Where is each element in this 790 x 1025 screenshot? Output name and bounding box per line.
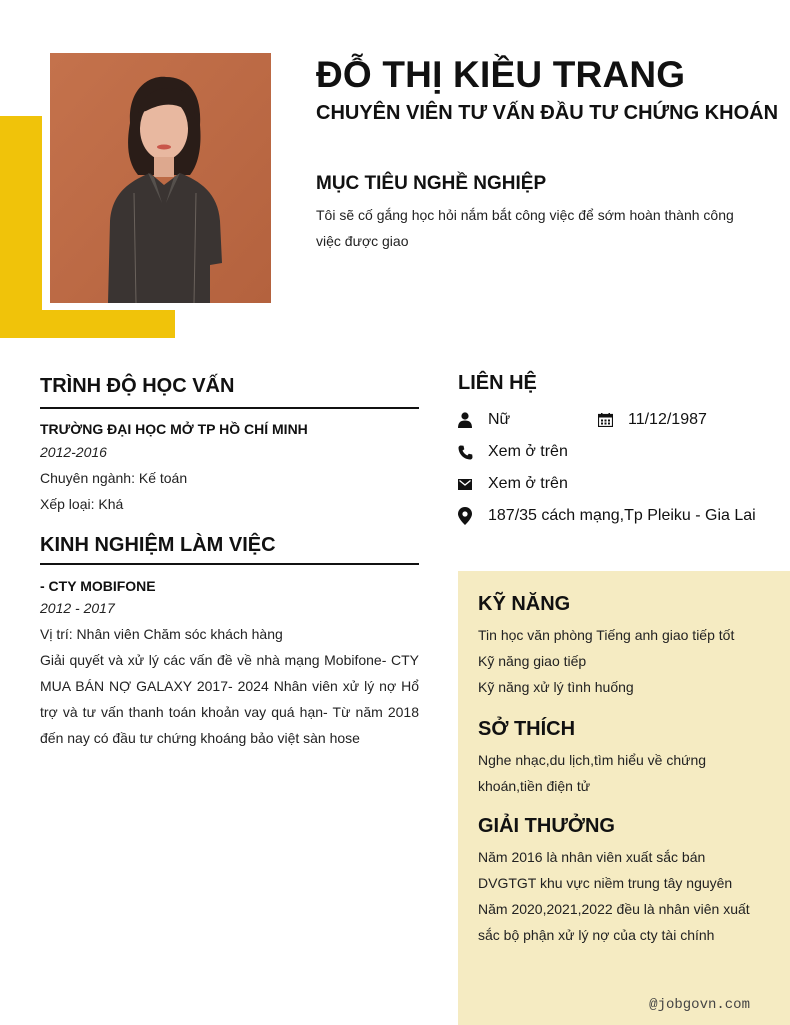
contact-dob [598,408,707,432]
objective-heading: MỤC TIÊU NGHỀ NGHIỆP [316,173,547,194]
phone-icon [458,440,474,464]
skill-item: Kỹ năng xử lý tình huống [478,679,634,695]
gender-value: Nữ [488,411,511,428]
location-pin-icon [458,504,474,528]
contact-row-address [458,504,758,528]
school-name: TRƯỜNG ĐẠI HỌC MỞ TP HỒ CHÍ MINH [40,420,308,437]
experience-section [40,534,419,751]
address-value: 187/35 cách mạng,Tp Pleiku - Gia Lai [488,507,756,524]
awards-text: Năm 2016 là nhân viên xuất sắc bán DVGTGT khu vực niềm trung tây nguyên Năm 2020,2021,2022 đều là nhân viên xuất sắc bộ phận xử lý nợ của cty tài chính [478,849,750,943]
contact-row-phone [458,440,758,464]
job-title: CHUYÊN VIÊN TƯ VẤN ĐẦU TƯ CHỨNG KHOÁN [316,102,779,124]
watermark: @jobgovn.com [649,997,750,1013]
divider [40,563,419,565]
hobbies-text: Nghe nhạc,du lịch,tìm hiểu về chứng khoán,tiền điện tử [478,752,707,794]
contact-row-email [458,472,758,496]
education-rank: Xếp loại: Khá [40,495,124,512]
hobbies-section [478,718,758,799]
decorative-yellow-bar-vertical [0,116,42,338]
calendar-icon [598,408,614,432]
email-value: Xem ở trên [488,475,568,492]
education-section [40,375,419,517]
skill-item: Kỹ năng giao tiếp [478,653,587,669]
person-icon [458,408,474,432]
contact-row-gender [458,408,758,432]
experience-description: Giải quyết và xử lý các vấn đề về nhà mạng Mobifone- CTY MUA BÁN NỢ GALAXY 2017- 2024 Nhân viên xử lý nợ Hổ trợ và tư vấn thanh toán khoản vay quá hạn- Từ năm 2018 đến nay có đầu tư chứng khoáng bảo việt sàn hose [40,651,419,746]
hobbies-heading: SỞ THÍCH [478,718,576,740]
decorative-yellow-bar-horizontal [0,310,175,338]
objective-text: Tôi sẽ cố gắng học hỏi nắm bắt công việc để sớm hoàn thành công việc được giao [316,207,734,249]
skills-heading: KỸ NĂNG [478,593,571,615]
dob-value: 11/12/1987 [628,411,707,428]
profile-photo [50,53,271,303]
contact-section [458,372,758,528]
awards-heading: GIẢI THƯỞNG [478,815,615,837]
mail-icon [458,472,474,496]
candidate-name: ĐỖ THỊ KIỀU TRANG [316,54,686,95]
experience-heading: KINH NGHIỆM LÀM VIỆC [40,534,276,556]
education-years: 2012-2016 [40,443,107,460]
experience-years: 2012 - 2017 [40,599,115,616]
awards-section [478,815,758,948]
skills-section [478,593,758,700]
education-heading: TRÌNH ĐỘ HỌC VẤN [40,375,235,397]
skill-item: Tin học văn phòng Tiếng anh giao tiếp tốt [478,627,735,643]
divider [40,407,419,409]
education-major: Chuyên ngành: Kế toán [40,469,188,486]
company-name: - CTY MOBIFONE [40,577,156,594]
side-panel [458,571,790,1025]
contact-heading: LIÊN HỆ [458,372,537,394]
phone-value: Xem ở trên [488,443,568,460]
experience-position: Vị trí: Nhân viên Chăm sóc khách hàng [40,625,283,642]
